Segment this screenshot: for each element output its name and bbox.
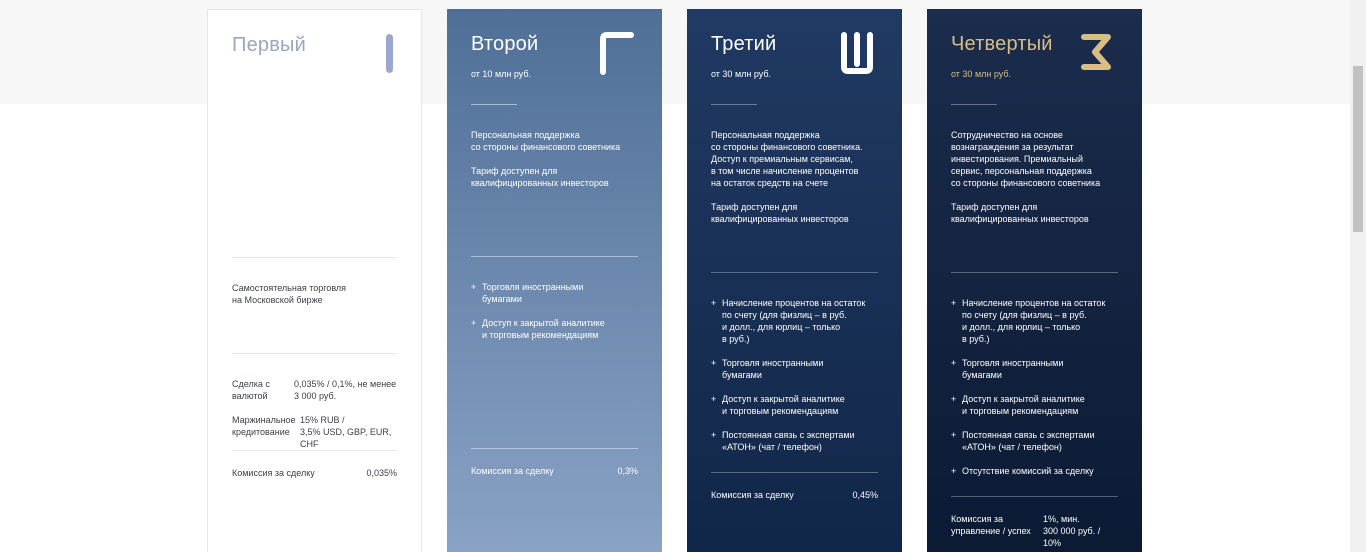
tariff-title: Первый [232,34,306,56]
corner-g-logo-icon [599,31,635,75]
divider [232,450,397,451]
feature-item: + Торговля иностранными бумагами [951,358,1064,380]
tariff-description: Персональная поддержка со стороны финансового советника [471,130,621,152]
feature-item: + Торговля иностранными бумагами [711,358,824,380]
commission-value: 0,035% [366,468,397,478]
divider [232,257,397,258]
tariff-availability: Тариф доступен для квалифицированных инвесторов [951,202,1089,224]
commission-label: Комиссия за сделку [232,468,315,478]
tariff-availability: Тариф доступен для квалифицированных инвесторов [711,202,849,224]
commission-row [711,489,878,501]
sigma-logo-icon [1079,31,1115,75]
tariff-title: Четвертый [951,33,1053,55]
tariff-card-third[interactable] [687,9,902,552]
divider [711,272,878,273]
divider [471,256,638,257]
feature-item: + Доступ к закрытой аналитике и торговым рекомендациям [951,394,1085,416]
commission-label: Комиссия за сделку [711,490,794,500]
tariff-card-first[interactable] [207,9,422,552]
tariff-description: Сотрудничество на основе вознаграждения за результат инвестирования. Премиальный сервис, персональная поддержка со стороны финансового советника [951,130,1101,188]
divider [471,104,517,105]
tariff-description: Персональная поддержка со стороны финансового советника. Доступ к премиальным сервисам, в том числе начисление процентов на остаток средств на счете [711,130,863,188]
feature-item: + Отсутствие комиссий за сделку [951,466,1094,476]
commission-value: 0,3% [617,466,638,476]
fee-label: Комиссия за управление / успех [951,514,1031,536]
param-value: 15% RUB / 3,5% USD, GBP, EUR, CHF [300,415,392,449]
tariff-title: Третий [711,33,777,55]
scrollbar-thumb[interactable] [1353,66,1363,232]
tariff-description: Самостоятельная торговля на Московской бирже [232,283,347,305]
fee-value: 1%, мин. 300 000 руб. / 10% [1043,514,1101,548]
param-label: Сделка с валютой [232,379,270,401]
vertical-bar-logo-icon [380,32,416,76]
divider [711,472,878,473]
tariff-min-amount: от 30 млн руб. [951,69,1012,79]
param-label: Маржинальное кредитование [232,415,296,437]
commission-row [232,467,397,479]
commission-value: 0,45% [852,490,878,500]
feature-item: + Начисление процентов на остаток по счету (для физлиц – в руб. и долл., для юрлиц – только в руб.) [951,298,1106,344]
divider [711,104,757,105]
tariff-card-second[interactable] [447,9,662,552]
divider [471,448,638,449]
trident-sh-logo-icon [839,31,875,75]
tariff-min-amount: от 10 млн руб. [471,69,532,79]
param-value: 0,035% / 0,1%, не менее 3 000 руб. [294,379,397,401]
feature-item: + Постоянная связь с экспертами «АТОН» (чат / телефон) [951,430,1095,452]
feature-item: + Начисление процентов на остаток по счету (для физлиц – в руб. и долл., для юрлиц – только в руб.) [711,298,866,344]
feature-item: + Доступ к закрытой аналитике и торговым рекомендациям [471,318,605,340]
tariff-min-amount: от 30 млн руб. [711,69,772,79]
tariff-title: Второй [471,33,539,55]
feature-item: + Торговля иностранными бумагами [471,282,584,304]
divider [951,496,1118,497]
page-scrollbar[interactable] [1350,0,1366,552]
divider [951,104,997,105]
feature-item: + Постоянная связь с экспертами «АТОН» (чат / телефон) [711,430,855,452]
page-header-band [0,0,1366,104]
feature-item: + Доступ к закрытой аналитике и торговым рекомендациям [711,394,845,416]
commission-row [471,465,638,477]
divider [232,353,397,354]
tariff-card-fourth[interactable] [927,9,1142,552]
divider [951,272,1118,273]
commission-label: Комиссия за сделку [471,466,554,476]
tariff-availability: Тариф доступен для квалифицированных инвесторов [471,166,609,188]
